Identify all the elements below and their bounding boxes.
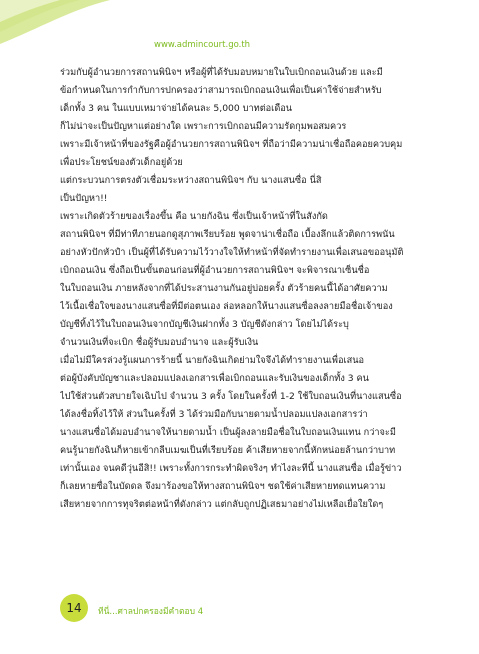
body-line: บัญชีทิ้งไว้ในใบถอนเงินจากบัญชีเงินฝากทั้ง 3 บัญชีดังกล่าว โดยไม่ได้ระบุ	[60, 319, 349, 330]
body-line: เท่านั้นเอง จนคดีวุ่นอีสิ!! เพราะทั้งการกระทำผิดจริงๆ ทำไงละทีนี้ นางแสนซื่อ เมื่อรู้ข่าว	[60, 463, 402, 474]
body-line: เพราะมีเจ้าหน้าที่ของรัฐคือผู้อำนวยการสถานพินิจฯ ที่ถือว่ามีความน่าเชื่อถือคอยควบคุม	[60, 139, 403, 150]
body-line: จำนวนเงินที่จะเบิก ชื่อผู้รับมอบอำนาจ และผู้รับเงิน	[60, 337, 259, 348]
body-line: เด็กทั้ง 3 คน ในแบบเหมาจ่ายได้คนละ 5,000 บาทต่อเดือน	[60, 103, 293, 114]
body-line: เพื่อประโยชน์ของตัวเด็กอยู่ด้วย	[60, 157, 183, 168]
body-line: เสียหายจากการทุจริตต่อหน้าที่ดังกล่าว แต่กลับถูกปฏิเสธมาอย่างไม่เหลือเยื่อใยใดๆ	[60, 499, 384, 510]
page-number-badge	[60, 594, 88, 622]
footer-title: ทีนี่...ศาลปกครองมีคำตอบ 4	[98, 607, 204, 617]
body-line: เป็นปัญหา!!	[60, 193, 108, 204]
body-line: ก็ไม่น่าจะเป็นปัญหาแต่อย่างใด เพราะการเบิกถอนมีความรัดกุมพอสมควร	[60, 121, 347, 132]
decorative-corner-graphic	[0, 0, 160, 50]
body-line: ข้อกำหนดในการกำกับการปกครองว่าสามารถเบิกถอนเงินเพื่อเป็นค่าใช้จ่ายสำหรับ	[60, 85, 382, 96]
body-line: ต่อผู้บังคับบัญชาและปลอมแปลงเอกสารเพื่อเบิกถอนและรับเงินของเด็กทั้ง 3 คน	[60, 373, 369, 384]
body-line: อย่างหัวปักหัวปำ เป็นผู้ที่ได้รับความไว้วางใจให้ทำหน้าที่จัดทำรายงานเพื่อเสนอขออนุมัติ	[60, 247, 404, 258]
body-line: ในใบถอนเงิน ภายหลังจากที่ได้ประสานงานกันอยู่บ่อยครั้ง ตัวร้ายคนนี้ได้อาศัยความ	[60, 283, 388, 294]
body-line: ไว้เนื้อเชื่อใจของนางแสนซื่อที่มีต่อตนเอง ล่อหลอกให้นางแสนซื่อลงลายมือชื่อเจ้าของ	[60, 301, 393, 312]
body-line: ร่วมกับผู้อำนวยการสถานพินิจฯ หรือผู้ที่ได้รับมอบหมายในใบเบิกถอนเงินด้วย และมี	[60, 67, 383, 78]
page-footer	[60, 594, 424, 624]
body-line: แต่กระบวนการตรงตัวเชื่อมระหว่างสถานพินิจฯ กับ นางแสนซื่อ นี่สิ	[60, 175, 322, 186]
article-body	[60, 64, 424, 514]
body-line: ได้ลงชื่อทิ้งไว้ให้ ส่วนในครั้งที่ 3 ได้ร่วมมือกับนายดามน้ำปลอมแปลงเอกสารว่า	[60, 409, 368, 420]
body-line: สถานพินิจฯ ที่มีท่าทีภายนอกดูสุภาพเรียบร้อย พูดจาน่าเชื่อถือ เบื้องลึกแล้วติดการพนัน	[60, 229, 395, 240]
body-line: คนรู้นายกังฉินก็หายเข้ากลีบเมฆเป็นที่เรียบร้อย ค้าเสียหายจากนี้หักหน่อยล้านกว่าบาท	[60, 445, 396, 456]
body-line: เพราะเกิดตัวร้ายของเรื่องขึ้น คือ นายกังฉิน ซึ่งเป็นเจ้าหน้าที่ในสังกัด	[60, 211, 328, 222]
body-line: นางแสนซื่อได้มอบอำนาจให้นายดามน้ำ เป็นผู้ลงลายมือชื่อในใบถอนเงินแทน กว่าจะมี	[60, 427, 396, 438]
body-line: เบิกถอนเงิน ซึ่งถือเป็นขั้นตอนก่อนที่ผู้อำนวยการสถานพินิจฯ จะพิจารณาเซ็นชื่อ	[60, 265, 370, 276]
website-url[interactable]: www.admincourt.go.th	[154, 40, 251, 50]
page-number: 14	[66, 601, 82, 615]
body-line: ไปใช้ส่วนตัวสบายใจเฉิบไป จำนวน 3 ครั้ง โดยในครั้งที่ 1-2 ใช้ใบถอนเงินที่นางแสนซื่อ	[60, 391, 402, 402]
body-line: ก็เลยหายซื่อในบัดดล จึงมาร้องขอให้ทางสถานพินิจฯ ชดใช้ค่าเสียหายทดแทนความ	[60, 481, 386, 492]
body-line: เมื่อไม่มีใครล่วงรู้แผนการร้ายนี้ นายกังฉินเกิดย่ามใจจึงได้ทำรายงานเพื่อเสนอ	[60, 355, 365, 366]
page-header	[0, 0, 479, 52]
